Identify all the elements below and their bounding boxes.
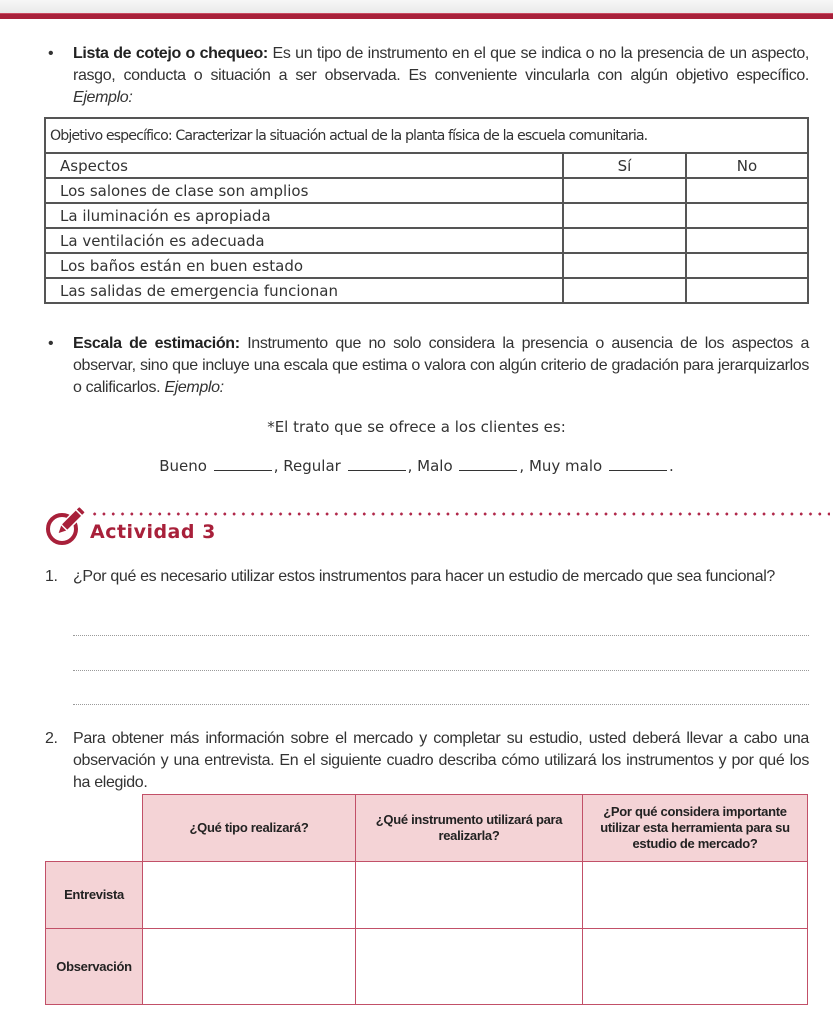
header-no: No	[686, 153, 808, 178]
scale-blank[interactable]	[609, 456, 667, 471]
page-top-shadow	[0, 0, 833, 13]
answer-line[interactable]	[73, 670, 809, 671]
empty-corner	[46, 795, 143, 862]
aspect-cell: La ventilación es adecuada	[45, 228, 563, 253]
dotted-divider	[90, 512, 830, 516]
header-tipo: ¿Qué tipo realizará?	[143, 795, 356, 862]
scale-option: Regular	[283, 457, 341, 475]
aspect-cell: Los salones de clase son amplios	[45, 178, 563, 203]
table-row	[45, 228, 808, 253]
scale-option: Bueno	[159, 457, 207, 475]
no-cell[interactable]	[686, 253, 808, 278]
lista-cotejo-paragraph	[48, 43, 809, 109]
answer-cell[interactable]	[143, 929, 356, 1005]
scale-option: Malo	[417, 457, 453, 475]
si-cell[interactable]	[563, 203, 686, 228]
bullet-icon: •	[48, 335, 54, 352]
checklist-table	[44, 117, 809, 304]
checklist-objective-row	[45, 118, 808, 153]
no-cell[interactable]	[686, 178, 808, 203]
lista-cotejo-term: Lista de cotejo o chequeo:	[73, 45, 268, 62]
question-1	[45, 566, 809, 588]
scale-blank[interactable]	[459, 456, 517, 471]
table-row	[45, 203, 808, 228]
no-cell[interactable]	[686, 203, 808, 228]
lista-cotejo-definition: Es un tipo de instrumento en el que se indica o no la presencia de un aspecto, rasgo, conducta o situación a ser observada. Es conveniente vincularla con algún objetivo específico.	[73, 45, 809, 84]
question-text: Para obtener más información sobre el mercado y completar su estudio, usted deberá llevar a cabo una observación y una entrevista. En el siguiente cuadro describa cómo utilizará los instrumentos y por qué los ha elegido.	[73, 730, 809, 791]
activity-title: Actividad 3	[90, 521, 216, 543]
question-number: 2.	[45, 730, 58, 747]
table-row	[45, 278, 808, 303]
answer-cell[interactable]	[583, 862, 808, 929]
no-cell[interactable]	[686, 278, 808, 303]
no-cell[interactable]	[686, 228, 808, 253]
question-2	[45, 728, 809, 794]
answer-cell[interactable]	[356, 862, 583, 929]
observation-table	[45, 794, 808, 1005]
example-label: Ejemplo:	[73, 89, 133, 106]
table-row	[46, 929, 808, 1005]
checklist-objective: Objetivo específico: Caracterizar la situación actual de la planta física de la escuela comunitaria.	[45, 118, 808, 153]
rating-scale: Bueno , Regular , Malo , Muy malo .	[159, 457, 674, 475]
aspect-cell: Los baños están en buen estado	[45, 253, 563, 278]
table-row	[45, 178, 808, 203]
page-header-rule	[0, 13, 833, 19]
header-importancia: ¿Por qué considera importante utilizar esta herramienta para su estudio de mercado?	[583, 795, 808, 862]
aspect-cell: La iluminación es apropiada	[45, 203, 563, 228]
question-number: 1.	[45, 568, 58, 585]
header-si: Sí	[563, 153, 686, 178]
table-row	[46, 862, 808, 929]
scale-blank[interactable]	[214, 456, 272, 471]
table-row	[45, 253, 808, 278]
aspect-cell: Las salidas de emergencia funcionan	[45, 278, 563, 303]
answer-line[interactable]	[73, 635, 809, 636]
pencil-circle-icon	[44, 505, 86, 547]
row-label-entrevista: Entrevista	[46, 862, 143, 929]
row-label-observacion: Observación	[46, 929, 143, 1005]
escala-definition: Instrumento que no solo considera la presencia o ausencia de los aspectos a observar, sino que incluye una escala que estima o valora con algún criterio de gradación para jerarquizarlos o calificarlos.	[73, 335, 809, 396]
si-cell[interactable]	[563, 178, 686, 203]
bullet-icon: •	[48, 45, 54, 62]
scale-blank[interactable]	[348, 456, 406, 471]
answer-cell[interactable]	[143, 862, 356, 929]
si-cell[interactable]	[563, 278, 686, 303]
answer-cell[interactable]	[356, 929, 583, 1005]
answer-cell[interactable]	[583, 929, 808, 1005]
answer-line[interactable]	[73, 704, 809, 705]
observation-header-row	[46, 795, 808, 862]
checklist-header-row	[45, 153, 808, 178]
example-label: Ejemplo:	[164, 379, 224, 396]
question-text: ¿Por qué es necesario utilizar estos instrumentos para hacer un estudio de mercado que sea funcional?	[73, 568, 775, 585]
escala-estimacion-paragraph	[48, 333, 809, 399]
header-instrumento: ¿Qué instrumento utilizará para realizarla?	[356, 795, 583, 862]
escala-term: Escala de estimación:	[73, 335, 240, 352]
example-question: *El trato que se ofrece a los clientes es:	[267, 418, 566, 436]
header-aspectos: Aspectos	[45, 153, 563, 178]
si-cell[interactable]	[563, 253, 686, 278]
si-cell[interactable]	[563, 228, 686, 253]
scale-option: Muy malo	[528, 457, 603, 475]
